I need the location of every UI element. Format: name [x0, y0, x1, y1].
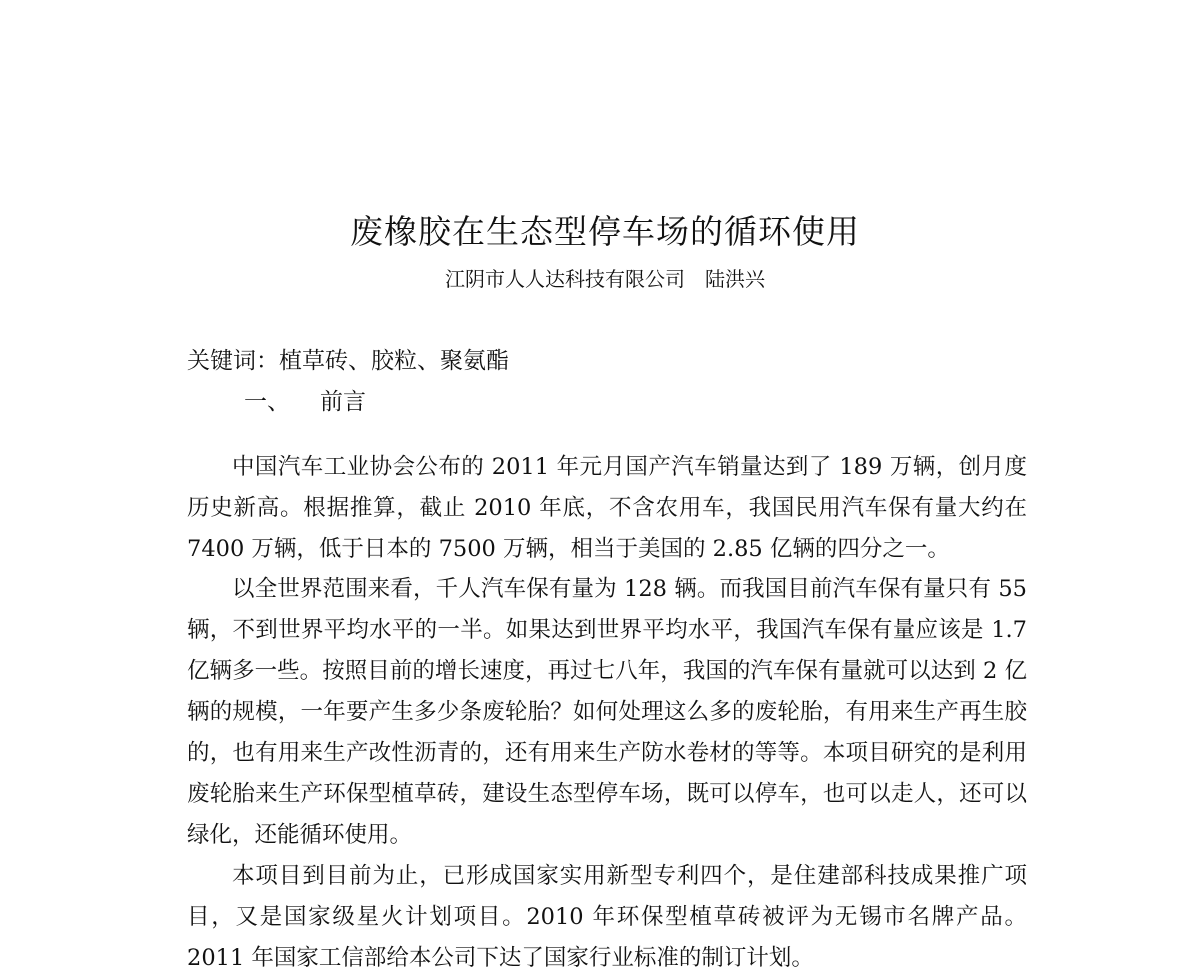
author-line: [0, 264, 1200, 294]
body-paragraph: 以全世界范围来看，千人汽车保有量为 128 辆。而我国目前汽车保有量只有 55 辆，不到世界平均水平的一半。如果达到世界平均水平，我国汽车保有量应该是 1.7 亿辆多一些。按照目前的增长速度，再过七八年，我国的汽车保有量就可以达到 2 亿辆的规模，一年要产生多少条废轮胎？如何处理这么多的废轮胎，有用来生产再生胶的，也有用来生产改性沥青的，还有用来生产防水卷材的等等。本项目研究的是利用废轮胎来生产环保型植草砖，建设生态型停车场，既可以停车，也可以走人，还可以绿化，还能循环使用。: [187, 575, 1027, 848]
organization: 江阴市人人达科技有限公司: [445, 267, 685, 291]
author-name: 陆洪兴: [705, 267, 765, 291]
section-number: 一、: [244, 389, 290, 415]
document-title: 废橡胶在生态型停车场的循环使用: [350, 212, 860, 251]
body-paragraph: 本项目到目前为止，已形成国家实用新型专利四个，是住建部科技成果推广项目，又是国家级星火计划项目。2010 年环保型植草砖被评为无锡市名牌产品。2011 年国家工信部给本公司下达了国家行业标准的制订计划。: [187, 862, 1027, 971]
section-title: 前言: [320, 389, 366, 415]
body-paragraph: 中国汽车工业协会公布的 2011 年元月国产汽车销量达到了 189 万辆，创月度历史新高。根据推算，截止 2010 年底，不含农用车，我国民用汽车保有量大约在 7400 万辆，低于日本的 7500 万辆，相当于美国的 2.85 亿辆的四分之一。: [187, 453, 1027, 562]
keywords: 关键词：植草砖、胶粒、聚氨酯: [187, 348, 509, 374]
section-heading: [244, 384, 366, 420]
